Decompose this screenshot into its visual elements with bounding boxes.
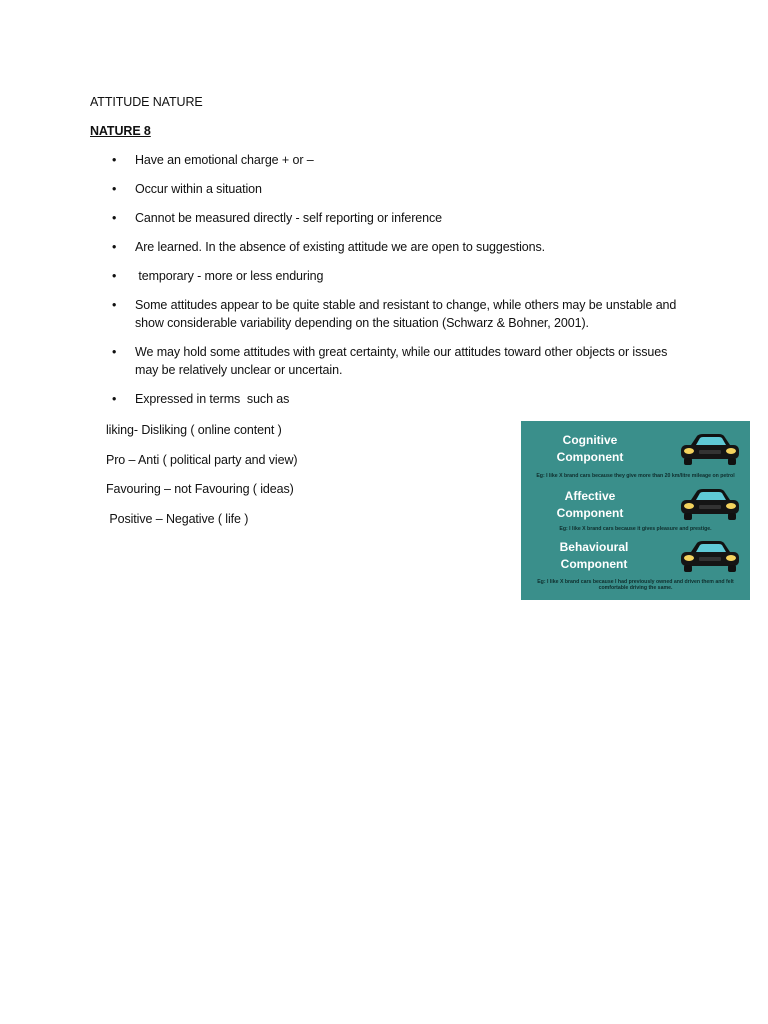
bullet-dot: • xyxy=(112,269,117,283)
bullet-dot: • xyxy=(112,153,117,167)
behavioural-heading xyxy=(529,539,659,573)
affective-example: Eg: I like X brand cars because it gives pleasure and prestige. xyxy=(559,526,712,532)
heading-line: Component xyxy=(556,506,624,520)
bullet-item xyxy=(90,238,690,256)
heading-line: Cognitive xyxy=(562,433,618,447)
heading-line: Component xyxy=(556,450,624,464)
expression-item: Pro – Anti ( political party and view) xyxy=(106,452,298,467)
bullet-item xyxy=(90,209,690,227)
bullet-item xyxy=(90,180,690,198)
bullet-text: We may hold some attitudes with great certainty, while our attitudes toward other objects or issues may be relatively unclear or uncertain. xyxy=(135,345,668,377)
bullet-text: Expressed in terms such as xyxy=(135,392,290,406)
cognitive-heading xyxy=(525,432,655,466)
expression-list xyxy=(106,421,297,539)
heading-line: Component xyxy=(560,557,628,571)
car-icon xyxy=(679,488,741,522)
expression-item: Favouring – not Favouring ( ideas) xyxy=(106,482,294,496)
bullet-dot: • xyxy=(112,211,117,225)
cognitive-example: Eg: I like X brand cars because they give more than 20 km/litre mileage on petrol xyxy=(536,473,735,479)
bullet-item xyxy=(90,151,690,169)
bullet-dot: • xyxy=(112,392,117,406)
expression-item: Positive – Negative ( life ) xyxy=(106,511,249,526)
document-title: ATTITUDE NATURE xyxy=(90,95,203,109)
bullet-dot: • xyxy=(112,345,117,359)
heading-line: Behavioural xyxy=(559,540,629,554)
bullet-dot: • xyxy=(112,182,117,196)
car-icon xyxy=(679,433,741,467)
bullet-list xyxy=(90,151,690,419)
attitude-components-figure xyxy=(521,421,750,600)
heading-line: Affective xyxy=(564,489,616,503)
behavioural-example: Eg: I like X brand cars because I had previously owned and driven them and felt comfortable driving the same. xyxy=(537,579,734,591)
bullet-text: temporary - more or less enduring xyxy=(135,269,324,283)
bullet-item xyxy=(90,296,690,332)
car-icon xyxy=(679,540,741,574)
bullet-text: Have an emotional charge + or – xyxy=(135,153,314,167)
bullet-dot: • xyxy=(112,240,117,254)
bullet-item xyxy=(90,267,690,285)
expression-item: liking- Disliking ( online content ) xyxy=(106,423,282,437)
bullet-item xyxy=(90,390,690,408)
bullet-item xyxy=(90,343,690,379)
bullet-text: Some attitudes appear to be quite stable and resistant to change, while others may be unstable and show considerable variability depending on the situation (Schwarz & Bohner, 2001). xyxy=(135,298,677,330)
affective-heading xyxy=(525,488,655,522)
bullet-text: Are learned. In the absence of existing attitude we are open to suggestions. xyxy=(135,240,546,254)
bullet-text: Occur within a situation xyxy=(135,182,262,196)
bullet-text: Cannot be measured directly - self reporting or inference xyxy=(135,211,442,225)
bullet-dot: • xyxy=(112,298,117,312)
section-heading: NATURE 8 xyxy=(90,124,151,138)
